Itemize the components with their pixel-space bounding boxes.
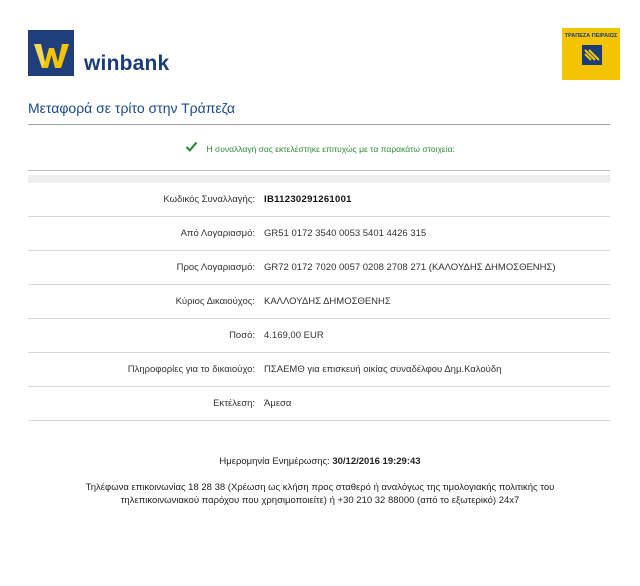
detail-label: Πληροφορίες για το δικαιούχο: bbox=[127, 364, 255, 375]
contact-info bbox=[40, 481, 600, 507]
detail-value: 4.169,00 EUR bbox=[264, 330, 324, 341]
brand-name: winbank bbox=[84, 52, 170, 75]
detail-row-to-account bbox=[28, 251, 610, 285]
section-band bbox=[28, 175, 610, 183]
contact-line: τηλεπικοινωνιακού παρόχου που χρησιμοποιείτε) ή +30 210 32 88000 (από το εξωτερικό) 24x7 bbox=[120, 495, 520, 506]
checkmark-icon bbox=[185, 139, 198, 159]
detail-row-beneficiary bbox=[28, 285, 610, 319]
detail-row-beneficiary-info bbox=[28, 353, 610, 387]
success-text: Η συναλλαγή σας εκτελέστηκε επιτυχώς με τα παρακάτω στοιχεία: bbox=[206, 143, 455, 154]
section-divider bbox=[28, 170, 610, 171]
page-title: Μεταφορά σε τρίτο στην Τράπεζα bbox=[28, 100, 235, 116]
title-divider bbox=[28, 124, 610, 125]
transaction-details bbox=[28, 183, 610, 421]
detail-label: Από Λογαριασμό: bbox=[180, 228, 255, 239]
detail-label: Προς Λογαριασμό: bbox=[176, 262, 255, 273]
update-label: Ημερομηνία Ενημέρωσης: bbox=[219, 456, 330, 467]
detail-value: ΠΣΑΕΜΘ για επισκευή οικίας συναδέλφου Δημ.Καλούδη bbox=[264, 364, 502, 375]
piraeus-emblem-icon bbox=[582, 45, 602, 65]
contact-line: Τηλέφωνα επικοινωνίας 18 28 38 (Χρέωση ως κλήση προς σταθερό ή αναλόγως της τιμολογιακής πολιτικής του bbox=[85, 482, 555, 493]
detail-row-execution bbox=[28, 387, 610, 421]
piraeus-bank-logo bbox=[562, 28, 620, 80]
success-message bbox=[0, 138, 640, 158]
detail-row-amount bbox=[28, 319, 610, 353]
detail-row-from-account bbox=[28, 217, 610, 251]
detail-value: GR51 0172 3540 0053 5401 4426 315 bbox=[264, 228, 427, 239]
detail-label: Κύριος Δικαιούχος: bbox=[175, 296, 255, 307]
detail-value: GR72 0172 7020 0057 0208 2708 271 (ΚΑΛΟΥΔΗΣ ΔΗΜΟΣΘΕΝΗΣ) bbox=[264, 262, 556, 273]
detail-label: Κωδικός Συναλλαγής: bbox=[163, 194, 255, 205]
update-value: 30/12/2016 19:29:43 bbox=[332, 456, 421, 467]
header bbox=[0, 0, 640, 90]
winbank-logo-icon bbox=[28, 30, 74, 76]
detail-row-transaction-code bbox=[28, 183, 610, 217]
update-timestamp bbox=[0, 456, 640, 467]
detail-label: Εκτέλεση: bbox=[213, 398, 255, 409]
detail-value: Άμεσα bbox=[264, 398, 292, 409]
partner-logo-text: ΤΡΑΠΕΖΑ ΠΕΙΡΑΙΩΣ bbox=[564, 33, 618, 39]
detail-value: ΚΑΛΛΟΥΔΗΣ ΔΗΜΟΣΘΕΝΗΣ bbox=[264, 296, 391, 307]
detail-label: Ποσό: bbox=[229, 330, 255, 341]
detail-value: IB11230291261001 bbox=[264, 194, 352, 205]
